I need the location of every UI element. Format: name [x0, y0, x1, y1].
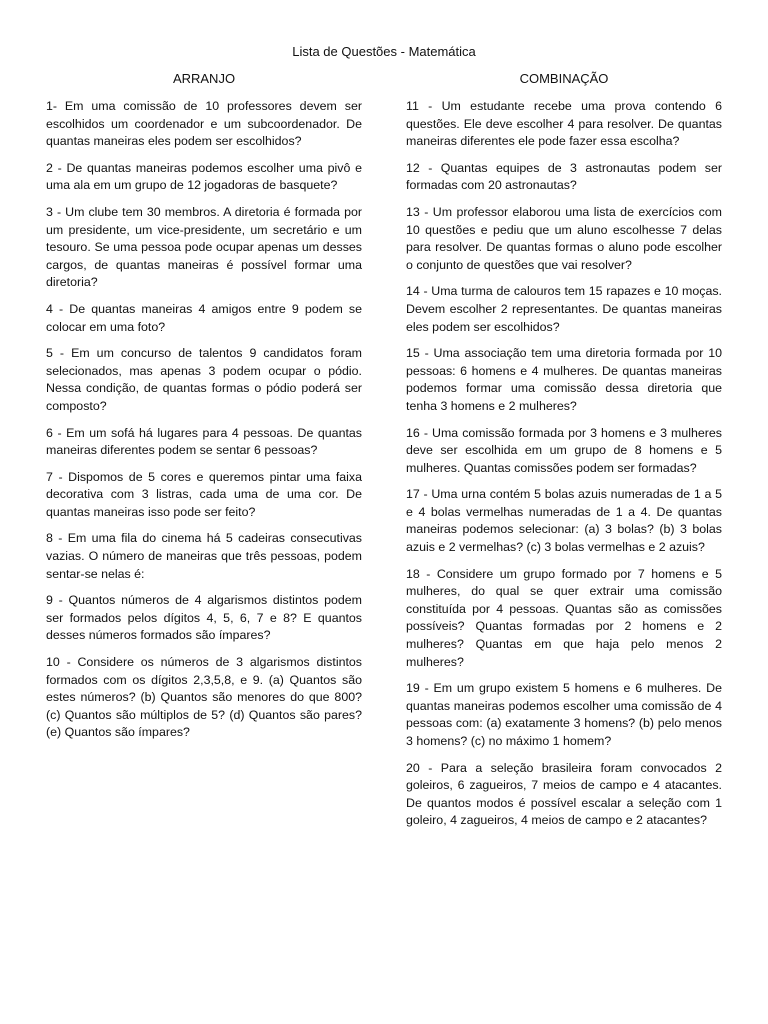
- question-15: 15 - Uma associação tem uma diretoria formada por 10 pessoas: 6 homens e 4 mulheres. De quantas maneiras podemos formar uma comissão dessa diretoria que tenha 3 homens e 2 mulheres?: [406, 346, 722, 413]
- combinacao-column: [406, 70, 722, 839]
- question-4: 4 - De quantas maneiras 4 amigos entre 9 podem se colocar em uma foto?: [46, 301, 362, 334]
- question-12: 12 - Quantas equipes de 3 astronautas podem ser formadas com 20 astronautas?: [406, 160, 722, 193]
- question-16: 16 - Uma comissão formada por 3 homens e 3 mulheres deve ser escolhida em um grupo de 8 homens e 5 mulheres. Quantas comissões podem ser formadas?: [406, 425, 722, 475]
- question-20: 20 - Para a seleção brasileira foram convocados 2 goleiros, 6 zagueiros, 7 meios de campo e 4 atacantes. De quantos modos é possível escalar a seleção com 1 goleiro, 4 zagueiros, 4 meios de campo e 2 atacantes?: [406, 760, 722, 828]
- question-8: 8 - Em uma fila do cinema há 5 cadeiras consecutivas vazias. O número de maneiras que três pessoas, podem sentar-se nelas é:: [46, 531, 362, 581]
- question-17: 17 - Uma urna contém 5 bolas azuis numeradas de 1 a 5 e 4 bolas vermelhas numeradas de 1 a 4. De quantas maneiras podemos selecionar: (a) 3 bolas? (b) 3 bolas azuis e 2 vermelhas? (c) 3 bolas vermelhas e 2 azuis?: [406, 487, 722, 555]
- question-6: 6 - Em um sofá há lugares para 4 pessoas. De quantas maneiras diferentes podem se sentar 6 pessoas?: [46, 425, 362, 458]
- question-11: 11 - Um estudante recebe uma prova contendo 6 questões. Ele deve escolher 4 para resolver. De quantas maneiras diferentes ele pode fazer essa escolha?: [406, 99, 722, 149]
- question-5: 5 - Em um concurso de talentos 9 candidatos foram selecionados, mas apenas 3 podem ocupar o pódio. Nessa condição, de quantas formas o pódio poderá ser composto?: [46, 346, 362, 413]
- question-13: 13 - Um professor elaborou uma lista de exercícios com 10 questões e pediu que um aluno escolhesse 7 delas para resolver. De quantas formas o aluno pode escolher o conjunto de questões que vai resolver?: [406, 204, 722, 272]
- question-10: 10 - Considere os números de 3 algarismos distintos formados com os dígitos 2,3,5,8, e 9. (a) Quantos são estes números? (b) Quantos são menores do que 800? (c) Quantos são múltiplos de 5? (d) Quantos são pares? (e) Quantos são ímpares?: [46, 655, 362, 740]
- arranjo-heading: ARRANJO: [172, 71, 236, 86]
- question-2: 2 - De quantas maneiras podemos escolher uma pivô e uma ala em um grupo de 12 jogadoras de basquete?: [46, 160, 362, 193]
- combinacao-heading: COMBINAÇÃO: [519, 71, 609, 86]
- question-14: 14 - Uma turma de calouros tem 15 rapazes e 10 moças. Devem escolher 2 representantes. De quantas maneiras eles podem ser escolhidos?: [406, 284, 722, 334]
- document-title: Lista de Questões - Matemática: [292, 44, 476, 59]
- question-19: 19 - Em um grupo existem 5 homens e 6 mulheres. De quantas maneiras podemos escolher uma comissão de 4 pessoas com: (a) exatamente 3 homens? (b) pelo menos 3 homens? (c) no máximo 1 homem?: [406, 681, 722, 748]
- question-18: 18 - Considere um grupo formado por 7 homens e 5 mulheres, do qual se quer extrair uma comissão constituída por 4 pessoas. Quantas são as comissões possíveis? Quantas formadas por 2 homens e 2 mulheres? Quantas em que haja pelo menos 2 mulheres?: [406, 566, 722, 669]
- question-3: 3 - Um clube tem 30 membros. A diretoria é formada por um presidente, um vice-presidente, um secretário e um tesouro. Se uma pessoa pode ocupar apenas um desses cargos, de quantas maneiras é possível formar uma diretoria?: [46, 204, 362, 290]
- question-9: 9 - Quantos números de 4 algarismos distintos podem ser formados pelos dígitos 4, 5, 6, 7 e 8? E quantos desses números formados são ímpares?: [46, 593, 362, 643]
- question-1: 1- Em uma comissão de 10 professores devem ser escolhidos um coordenador e um subcoordenador. De quantas maneiras eles podem ser escolhidos?: [46, 99, 362, 149]
- arranjo-column: [46, 70, 362, 751]
- question-7: 7 - Dispomos de 5 cores e queremos pintar uma faixa decorativa com 3 listras, cada uma de uma cor. De quantas maneiras isso pode ser feito?: [46, 469, 362, 519]
